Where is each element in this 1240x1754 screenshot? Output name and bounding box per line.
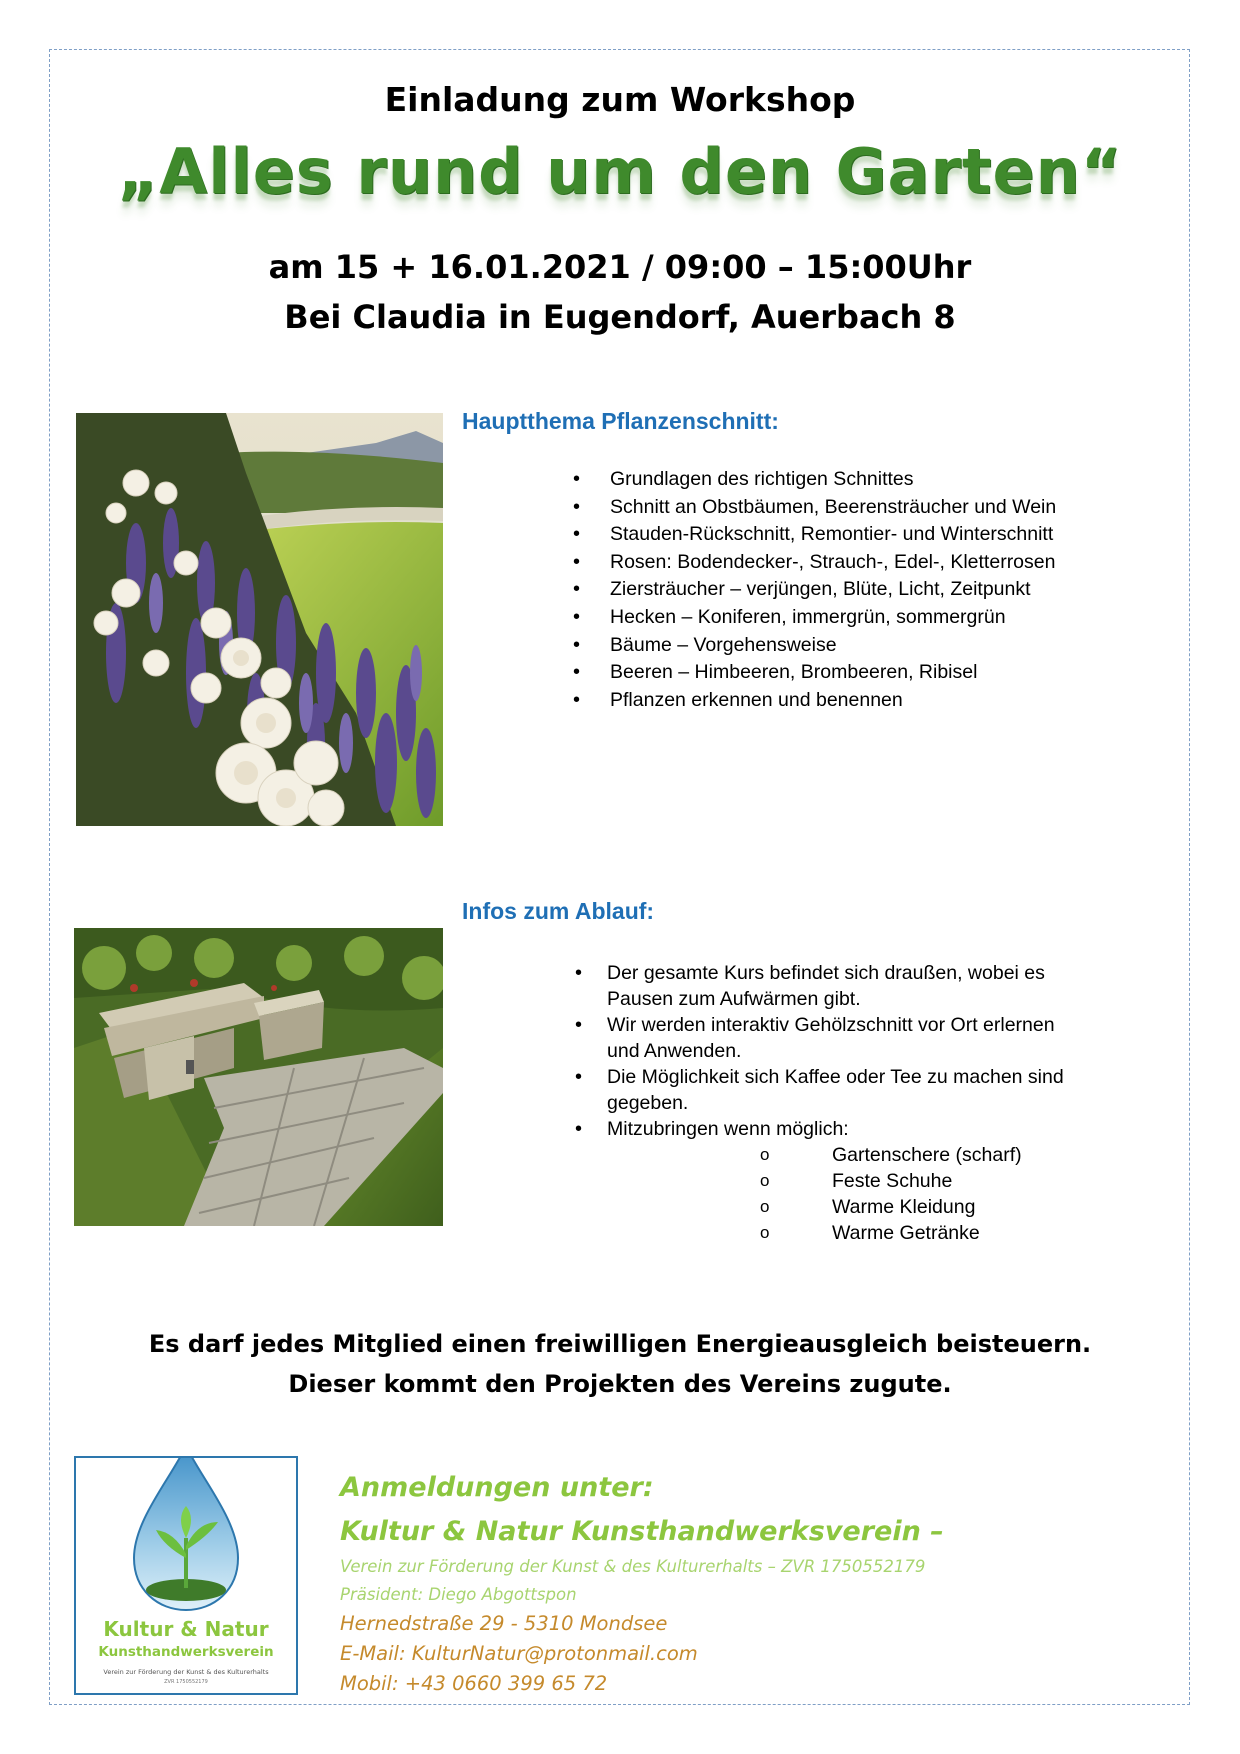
organization-name: Kultur & Natur Kunsthandwerksverein – bbox=[340, 1516, 944, 1547]
sub-list-item: o Warme Getränke bbox=[832, 1220, 1087, 1246]
logo-subname: Kunsthandwerksverein bbox=[98, 1644, 274, 1660]
logo-tagline: Verein zur Förderung der Kunst & des Kulturerhalts bbox=[103, 1668, 269, 1676]
list-item: • Grundlagen des richtigen Schnittes bbox=[610, 466, 1056, 494]
section1-heading: Hauptthema Pflanzenschnitt: bbox=[462, 408, 779, 434]
list-item: • Pflanzen erkennen und benennen bbox=[610, 687, 1056, 715]
location: Bei Claudia in Eugendorf, Auerbach 8 bbox=[284, 298, 956, 336]
info-list bbox=[607, 960, 1087, 1246]
section2-heading: Infos zum Ablauf: bbox=[462, 898, 655, 924]
list-item: • Beeren – Himbeeren, Brombeeren, Ribisel bbox=[610, 659, 1056, 687]
list-item: • Wir werden interaktiv Gehölzschnitt vor Ort erlernen und Anwenden. bbox=[607, 1012, 1087, 1064]
list-item: • Ziersträucher – verjüngen, Blüte, Licht, Zeitpunkt bbox=[610, 576, 1056, 604]
stone-bench-photo bbox=[74, 928, 443, 1226]
invitation-line: Einladung zum Workshop bbox=[384, 80, 856, 119]
bring-along-list bbox=[607, 1142, 1087, 1246]
address: Hernedstraße 29 - 5310 Mondsee bbox=[340, 1612, 668, 1635]
list-item: • Hecken – Koniferen, immergrün, sommergrün bbox=[610, 604, 1056, 632]
sub-list-item: o Gartenschere (scharf) bbox=[832, 1142, 1087, 1168]
date-time: am 15 + 16.01.2021 / 09:00 – 15:00Uhr bbox=[268, 248, 972, 286]
list-item: • Bäume – Vorgehensweise bbox=[610, 632, 1056, 660]
list-item: • Die Möglichkeit sich Kaffee oder Tee zu machen sind gegeben. bbox=[607, 1064, 1087, 1116]
contribution-note: Es darf jedes Mitglied einen freiwilligen Energieausgleich beisteuern. bbox=[148, 1330, 1092, 1358]
garden-flowers-photo bbox=[76, 413, 443, 826]
workshop-title: „Alles rund um den Garten“ bbox=[117, 135, 1123, 208]
contribution-note-2: Dieser kommt den Projekten des Vereins zugute. bbox=[288, 1370, 952, 1398]
logo-zvr: ZVR 1750552179 bbox=[164, 1679, 208, 1685]
list-item-label: Mitzubringen wenn möglich: bbox=[607, 1118, 849, 1140]
sub-list-item: o Warme Kleidung bbox=[832, 1194, 1087, 1220]
organization-subtitle: Verein zur Förderung der Kunst & des Kulturerhalts – ZVR 1750552179 bbox=[340, 1557, 926, 1576]
list-item: • Stauden-Rückschnitt, Remontier- und Winterschnitt bbox=[610, 521, 1056, 549]
list-item: • Rosen: Bodendecker-, Strauch-, Edel-, Kletterrosen bbox=[610, 549, 1056, 577]
logo-name: Kultur & Natur bbox=[103, 1617, 269, 1641]
president: Präsident: Diego Abgottspon bbox=[340, 1585, 577, 1604]
registration-heading: Anmeldungen unter: bbox=[340, 1472, 654, 1503]
phone[interactable]: Mobil: +43 0660 399 65 72 bbox=[340, 1672, 608, 1695]
list-item bbox=[607, 1116, 1087, 1246]
list-item: • Der gesamte Kurs befindet sich draußen, wobei es Pausen zum Aufwärmen gibt. bbox=[607, 960, 1087, 1012]
sub-list-item: o Feste Schuhe bbox=[832, 1168, 1087, 1194]
list-item: • Schnitt an Obstbäumen, Beerensträucher und Wein bbox=[610, 494, 1056, 522]
club-logo bbox=[74, 1456, 298, 1695]
topics-list bbox=[610, 466, 1056, 714]
email-link[interactable]: E-Mail: KulturNatur@protonmail.com bbox=[340, 1642, 698, 1665]
